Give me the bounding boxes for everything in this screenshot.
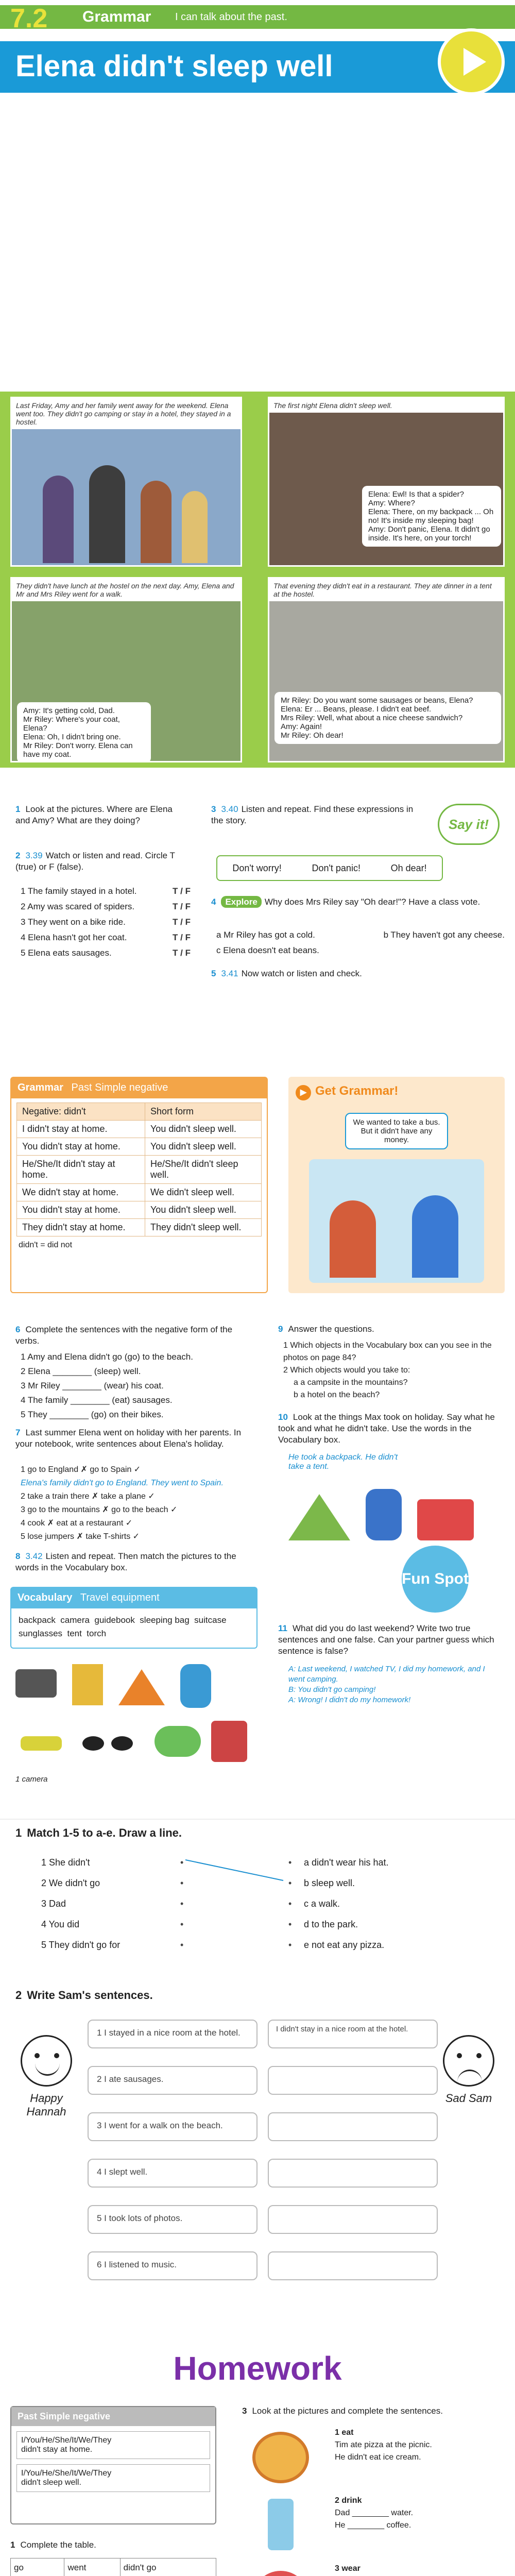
ex2-item: 1 The family stayed in a hotel. T / F xyxy=(21,886,191,896)
ex7-instruction: 7 Last summer Elena went on holiday with her parents. In your notebook, write sentences about Elena's holiday. xyxy=(15,1428,242,1449)
get-grammar-title: ▶ Get Grammar! xyxy=(288,1077,505,1108)
ex9-item: 2 Which objects would you take to: xyxy=(283,1366,410,1375)
table-row: I didn't stay at home. You didn't sleep well. xyxy=(17,1121,262,1138)
dialogue-line: A: Last weekend, I watched TV, I did my homework, and I went camping. xyxy=(288,1665,485,1684)
match-left-item[interactable]: 4 You did xyxy=(41,1919,80,1929)
match-right-item[interactable]: a didn't wear his hat. xyxy=(304,1857,389,1868)
match-title: 1 Match 1-5 to a-e. Draw a line. xyxy=(15,1826,182,1839)
match-left-item[interactable]: 3 Dad xyxy=(41,1899,66,1909)
photo-4-caption: That evening they didn't eat in a restaurant. They ate dinner in a tent at the hostel. xyxy=(269,579,503,601)
hw-ex3-line: He didn't eat ice cream. xyxy=(335,2453,421,2462)
option[interactable]: a Mr Riley has got a cold. xyxy=(216,930,315,940)
match-right-item[interactable]: d to the park. xyxy=(304,1919,358,1929)
tf-choice[interactable]: T / F xyxy=(173,917,191,927)
divider xyxy=(0,1819,515,1820)
audio-code: 3.41 xyxy=(221,969,238,978)
page-title: Elena didn't sleep well xyxy=(15,49,333,83)
ex6-instruction: 6 Complete the sentences with the negative form of the verbs. xyxy=(15,1325,233,1346)
audio-code: 3.42 xyxy=(25,1551,43,1561)
torch-icon xyxy=(21,1736,62,1751)
phrase-box xyxy=(216,855,443,881)
ex9-instruction: 9 Answer the questions. xyxy=(278,1324,374,1334)
tent-icon xyxy=(118,1669,165,1705)
photo-4-dialogue xyxy=(274,692,501,744)
pizza-icon xyxy=(252,2432,309,2483)
story-photo-4 xyxy=(268,577,505,762)
hannah-sentence-4: 4 I slept well. xyxy=(88,2159,258,2188)
play-icon: ▶ xyxy=(296,1085,311,1100)
section-label: Grammar xyxy=(82,8,151,25)
ex7-list xyxy=(21,1463,247,1544)
lesson-header xyxy=(0,0,515,98)
hannah-face xyxy=(21,2035,72,2087)
tf-choice[interactable]: T / F xyxy=(173,886,191,896)
hw-ex3-pics xyxy=(247,2427,324,2576)
photo-2-caption: The first night Elena didn't sleep well. xyxy=(269,398,503,413)
ex3-instruction: 3 3.40 Listen and repeat. Find these expressions in the story. xyxy=(211,804,414,825)
hw-ex3-verb: 3 wear xyxy=(335,2564,360,2573)
photo-3-dialogue xyxy=(17,702,151,762)
audio-code: 3.40 xyxy=(221,804,238,814)
ex8-instruction: 8 3.42 Listen and repeat. Then match the pictures to the words in the Vocabulary box. xyxy=(15,1551,236,1572)
match-right-item[interactable]: c a walk. xyxy=(304,1899,340,1909)
water-icon xyxy=(268,2499,294,2550)
grammar-footnote: didn't = did not xyxy=(19,1241,73,1249)
backpack-icon xyxy=(366,1489,402,1540)
ex11-instruction: 11 What did you do last weekend? Write two true sentences and one false. Can your partner guess which sentence is false? xyxy=(278,1623,494,1656)
hannah-sentence-1: 1 I stayed in a nice room at the hotel. xyxy=(88,2020,258,2048)
hannah-sentence-5: 5 I took lots of photos. xyxy=(88,2205,258,2234)
match-left xyxy=(41,1852,175,1955)
hw-grammar-header: Past Simple negative xyxy=(11,2407,215,2426)
play-button[interactable] xyxy=(438,28,505,95)
ex4-options xyxy=(216,927,505,958)
hw-ex3-verb: 1 eat xyxy=(335,2428,354,2437)
hw-grammar-row: I/You/He/She/It/We/They didn't stay at home. xyxy=(16,2431,210,2459)
ex6-item[interactable]: 4 The family ________ (eat) sausages. xyxy=(21,1395,173,1405)
ex9-item: b a hotel on the beach? xyxy=(294,1391,380,1399)
hw-ex3-list xyxy=(335,2427,505,2576)
unit-number: 7.2 xyxy=(10,4,48,33)
tf-choice[interactable]: T / F xyxy=(173,948,191,958)
ex1-instruction: 1 Look at the pictures. Where are Elena and Amy? What are they doing? xyxy=(15,804,173,825)
grammar-section xyxy=(0,1077,515,1293)
hw-ex3-line: Tim ate pizza at the picnic. xyxy=(335,2441,432,2449)
guidebook-icon xyxy=(72,1664,103,1705)
match-left-item[interactable]: 5 They didn't go for xyxy=(41,1940,121,1950)
sam-sentence-1: I didn't stay in a nice room at the hotel. xyxy=(268,2020,438,2048)
vocab-box xyxy=(10,1587,258,1649)
people-illustration xyxy=(32,460,218,563)
exercises-1-5 xyxy=(0,804,515,1030)
ex7-item: 2 take a train there ✗ take a plane ✓ xyxy=(21,1492,155,1501)
option[interactable]: c Elena doesn't eat beans. xyxy=(216,945,319,955)
dialogue-line: Elena: Er ... Beans, please. I didn't eat beef. xyxy=(281,705,432,714)
match-line xyxy=(185,1857,288,1883)
phrase: Don't worry! xyxy=(232,862,282,873)
ex7-item: 1 go to England ✗ go to Spain ✓ xyxy=(21,1465,141,1474)
hw-ex3-verb: 2 drink xyxy=(335,2496,362,2505)
ex6-item: 1 Amy and Elena didn't go (go) to the beach. xyxy=(21,1352,193,1362)
photo-3-caption: They didn't have lunch at the hostel on the next day. Amy, Elena and Mr and Mrs Riley went for a walk. xyxy=(12,579,241,601)
sam-answer-5[interactable] xyxy=(268,2205,438,2234)
vocab-header: Vocabulary Travel equipment xyxy=(11,1588,256,1608)
ex10-instruction: 10 Look at the things Max took on holiday. Say what he took and what he didn't take. Use the words in the Vocabulary box. xyxy=(278,1412,495,1445)
explore-badge: Explore xyxy=(221,896,261,908)
hw-ex3-title: 3 Look at the pictures and complete the sentences. xyxy=(242,2406,443,2416)
ex2-item: 3 They went on a bike ride. T / F xyxy=(21,917,191,927)
ex9-item: 1 Which objects in the Vocabulary box can you see in the photos on page 84? xyxy=(283,1341,492,1362)
dialogue-line: Elena: Oh, I didn't bring one. xyxy=(23,733,121,741)
get-grammar-panel xyxy=(288,1077,505,1293)
hannah-sentence-6: 6 I listened to music. xyxy=(88,2251,258,2280)
hw-grammar-row: I/You/He/She/It/We/They didn't sleep well. xyxy=(16,2464,210,2492)
phrase: Don't panic! xyxy=(312,862,360,873)
story-photo-2 xyxy=(268,397,505,567)
vocab-pictures xyxy=(10,1659,258,1793)
table-row: You didn't stay at home. You didn't sleep well. xyxy=(17,1201,262,1219)
say-it-badge: Say it! xyxy=(438,804,500,845)
table-row: Negative: didn't Short form xyxy=(17,1103,262,1121)
ex5-instruction: 5 3.41 Now watch or listen and check. xyxy=(211,969,362,978)
dialogue-line: Mr Riley: Where's your coat, Elena? xyxy=(23,715,120,733)
table-row: You didn't stay at home. You didn't sleep well. xyxy=(17,1138,262,1156)
hw-grammar-box xyxy=(10,2406,216,2524)
ex10-example: He took a backpack. He didn't take a tent. xyxy=(288,1453,398,1471)
photo-1-caption: Last Friday, Amy and her family went away for the weekend. Elena went too. They didn't go camping or stay in a hotel, they stayed in a hostel. xyxy=(12,398,241,429)
ex2-item: 5 Elena eats sausages. T / F xyxy=(21,948,191,958)
hw-ex1-table xyxy=(10,2558,216,2576)
story-photo-1 xyxy=(10,397,242,567)
ex6-list xyxy=(21,1350,247,1422)
hannah-sentence-2: 2 I ate sausages. xyxy=(88,2066,258,2095)
table-row: go went didn't go xyxy=(11,2558,216,2576)
hannah-sentence-3: 3 I went for a walk on the beach. xyxy=(88,2112,258,2141)
dialogue-line: Elena: There, on my backpack ... Oh no! It's inside my sleeping bag! xyxy=(368,507,494,525)
story-photo-3 xyxy=(10,577,242,762)
grammar-box-header: Grammar Past Simple negative xyxy=(11,1078,267,1098)
sleeping-bag-icon xyxy=(154,1726,201,1757)
ex2-item: 2 Amy was scared of spiders. T / F xyxy=(21,902,191,911)
match-right-item[interactable]: b sleep well. xyxy=(304,1878,355,1888)
match-right-item[interactable]: e not eat any pizza. xyxy=(304,1940,385,1950)
cartoon-illustration xyxy=(309,1159,484,1283)
ex6-item[interactable]: 3 Mr Riley ________ (wear) his coat. xyxy=(21,1381,164,1391)
sunglasses-icon xyxy=(82,1736,134,1752)
ex6-item[interactable]: 5 They ________ (go) on their bikes. xyxy=(21,1410,164,1419)
table-row: They didn't stay at home. They didn't sleep well. xyxy=(17,1219,262,1236)
match-right xyxy=(304,1852,489,1955)
homework-section xyxy=(0,2349,515,2576)
hw-ex1-title: 1 Complete the table. xyxy=(10,2540,96,2550)
ex7-example: Elena's family didn't go to England. They went to Spain. xyxy=(21,1479,224,1487)
ex2-list xyxy=(21,886,191,963)
ex9-item: a a campsite in the mountains? xyxy=(294,1378,408,1387)
tent-icon xyxy=(288,1494,350,1540)
vocab-words: backpack camera guidebook sleeping bag suitcase sunglasses tent torch xyxy=(19,1615,231,1638)
dialogue-line: Mrs Riley: Well, what about a nice cheese sandwich? xyxy=(281,714,463,722)
dialogue-line: Amy: Don't panic, Elena. It didn't go inside. It's here, on your torch! xyxy=(368,525,490,543)
dialogue-line: Mr Riley: Don't worry. Elena can have my coat. xyxy=(23,741,133,759)
write-sam-exercise xyxy=(0,1989,515,2318)
match-dots-right: • • • • • xyxy=(288,1857,292,1950)
match-left-item[interactable]: 1 She didn't xyxy=(41,1857,90,1868)
fun-spot-badge: Fun Spot xyxy=(402,1546,469,1613)
hw-ex3-line[interactable]: Dad ________ water. xyxy=(335,2509,414,2517)
ex9-list xyxy=(283,1340,500,1401)
ex2-item: 4 Elena hasn't got her coat. T / F xyxy=(21,933,191,942)
dialogue-line: Amy: Again! xyxy=(281,722,322,731)
sam-face xyxy=(443,2035,494,2087)
vocabulary-section xyxy=(0,1587,515,1803)
photo-2-dialogue xyxy=(362,486,501,547)
dialogue-line: Mr Riley: Do you want some sausages or beans, Elena? xyxy=(281,696,473,705)
ex4-instruction: 4 Explore Why does Mrs Riley say "Oh dear!"? Have a class vote. xyxy=(211,897,480,907)
ex7-item: 4 cook ✗ eat at a restaurant ✓ xyxy=(21,1519,133,1528)
ex7-item: 5 lose jumpers ✗ take T-shirts ✓ xyxy=(21,1532,140,1541)
suitcase-icon xyxy=(211,1721,247,1762)
table-row: He/She/It didn't stay at home. He/She/It didn't sleep well. xyxy=(17,1156,262,1184)
ex6-item[interactable]: 2 Elena ________ (sleep) well. xyxy=(21,1366,141,1376)
homework-title: Homework xyxy=(173,2350,342,2387)
backpack-icon xyxy=(180,1664,211,1708)
play-icon xyxy=(441,31,502,92)
table-row: We didn't stay at home. We didn't sleep well. xyxy=(17,1184,262,1201)
hw-ex3-line[interactable]: He ________ coffee. xyxy=(335,2521,411,2530)
sam-answer-6[interactable] xyxy=(268,2251,438,2280)
dialogue-line: B: You didn't go camping! xyxy=(288,1685,376,1694)
grammar-speech-bubble: We wanted to take a bus. But it didn't have any money. xyxy=(345,1113,448,1149)
camera-icon xyxy=(15,1669,57,1698)
ex2-instruction: 2 3.39 Watch or listen and read. Circle T (true) or F (false). xyxy=(15,851,175,872)
vocab-pic-label: 1 camera xyxy=(15,1775,48,1784)
tf-choice[interactable]: T / F xyxy=(173,933,191,942)
match-exercise xyxy=(0,1826,515,1971)
ex7-item: 3 go to the mountains ✗ go to the beach ✓ xyxy=(21,1505,178,1514)
dialogue-line: Amy: It's getting cold, Dad. xyxy=(23,706,115,715)
grammar-box xyxy=(10,1077,268,1293)
grammar-table xyxy=(16,1103,262,1236)
hat-icon xyxy=(252,2571,309,2576)
max-items-illustration xyxy=(288,1479,500,1551)
sam-answer-4[interactable] xyxy=(268,2159,438,2188)
hannah-label: Happy Hannah xyxy=(26,2092,66,2118)
story-panel xyxy=(0,392,515,768)
dialogue-line: A: Wrong! I didn't do my homework! xyxy=(288,1696,411,1704)
phrase: Oh dear! xyxy=(390,862,427,873)
suitcase-icon xyxy=(417,1499,474,1540)
write-sam-title: 2 Write Sam's sentences. xyxy=(15,1989,153,2002)
dialogue-line: Mr Riley: Oh dear! xyxy=(281,731,344,740)
dialogue-line: Amy: Where? xyxy=(368,499,415,507)
sam-answer-3[interactable] xyxy=(268,2112,438,2141)
option[interactable]: b They haven't got any cheese. xyxy=(383,930,505,940)
audio-code: 3.39 xyxy=(25,851,43,860)
match-dots-left: • • • • • xyxy=(180,1857,184,1950)
match-left-item[interactable]: 2 We didn't go xyxy=(41,1878,100,1888)
dialogue-line: Elena: Ewl! Is that a spider? xyxy=(368,490,464,499)
sam-label: Sad Sam xyxy=(445,2092,492,2105)
sam-answer-2[interactable] xyxy=(268,2066,438,2095)
tf-choice[interactable]: T / F xyxy=(173,902,191,911)
objective: I can talk about the past. xyxy=(175,11,287,23)
